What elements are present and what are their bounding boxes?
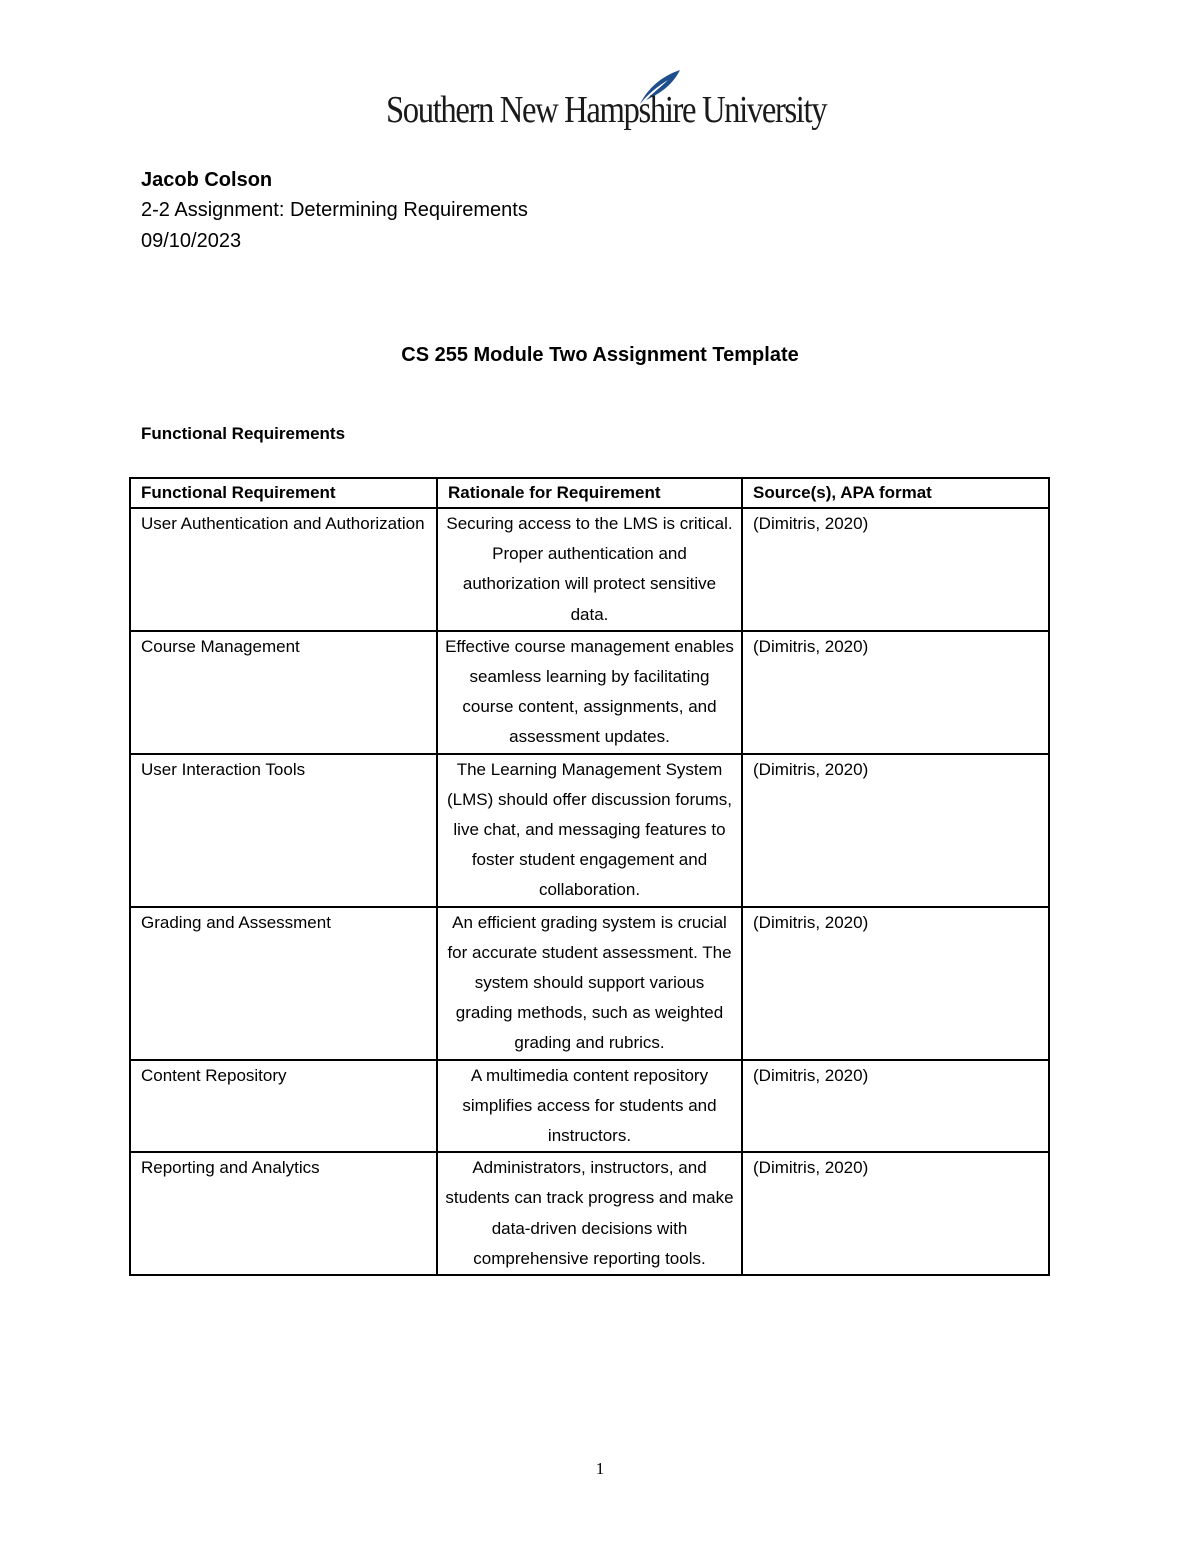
column-header-rationale: Rationale for Requirement (437, 478, 742, 508)
rationale-cell: Securing access to the LMS is critical. Proper authentication and authorization will protect sensitive data. (437, 508, 742, 631)
university-logo (386, 68, 827, 138)
table-row (130, 907, 1049, 1060)
requirements-table (129, 477, 1050, 1276)
page-number: 1 (595, 1459, 605, 1478)
rationale-cell: Administrators, instructors, and students can track progress and make data-driven decisions with comprehensive reporting tools. (437, 1152, 742, 1275)
table-row (130, 508, 1049, 631)
document-title: CS 255 Module Two Assignment Template (401, 344, 799, 366)
table-row (130, 631, 1049, 754)
source-cell: (Dimitris, 2020) (742, 1152, 1049, 1275)
table-row (130, 1060, 1049, 1153)
document-header (141, 166, 528, 256)
submission-date: 09/10/2023 (141, 230, 242, 252)
requirement-cell: Reporting and Analytics (130, 1152, 437, 1275)
requirement-cell: Content Repository (130, 1060, 437, 1153)
column-header-requirement: Functional Requirement (130, 478, 437, 508)
requirement-cell: Grading and Assessment (130, 907, 437, 1060)
source-cell: (Dimitris, 2020) (742, 631, 1049, 754)
source-cell: (Dimitris, 2020) (742, 508, 1049, 631)
table-row (130, 1152, 1049, 1275)
rationale-cell: An efficient grading system is crucial for accurate student assessment. The system should support various grading methods, such as weighted grading and rubrics. (437, 907, 742, 1060)
logo-wordmark: Southern New Hampshire University (386, 89, 827, 131)
rationale-cell: Effective course management enables seamless learning by facilitating course content, assignments, and assessment updates. (437, 631, 742, 754)
table-row (130, 754, 1049, 907)
column-header-source: Source(s), APA format (742, 478, 1049, 508)
source-cell: (Dimitris, 2020) (742, 1060, 1049, 1153)
rationale-cell: The Learning Management System (LMS) should offer discussion forums, live chat, and messaging features to foster student engagement and collaboration. (437, 754, 742, 907)
source-cell: (Dimitris, 2020) (742, 754, 1049, 907)
requirement-cell: User Authentication and Authorization (130, 508, 437, 631)
author-name: Jacob Colson (141, 169, 273, 191)
source-cell: (Dimitris, 2020) (742, 907, 1049, 1060)
section-heading: Functional Requirements (141, 424, 346, 443)
rationale-cell: A multimedia content repository simplifies access for students and instructors. (437, 1060, 742, 1153)
table-header-row (130, 478, 1049, 508)
assignment-name: 2-2 Assignment: Determining Requirements (141, 199, 528, 221)
requirement-cell: Course Management (130, 631, 437, 754)
requirement-cell: User Interaction Tools (130, 754, 437, 907)
